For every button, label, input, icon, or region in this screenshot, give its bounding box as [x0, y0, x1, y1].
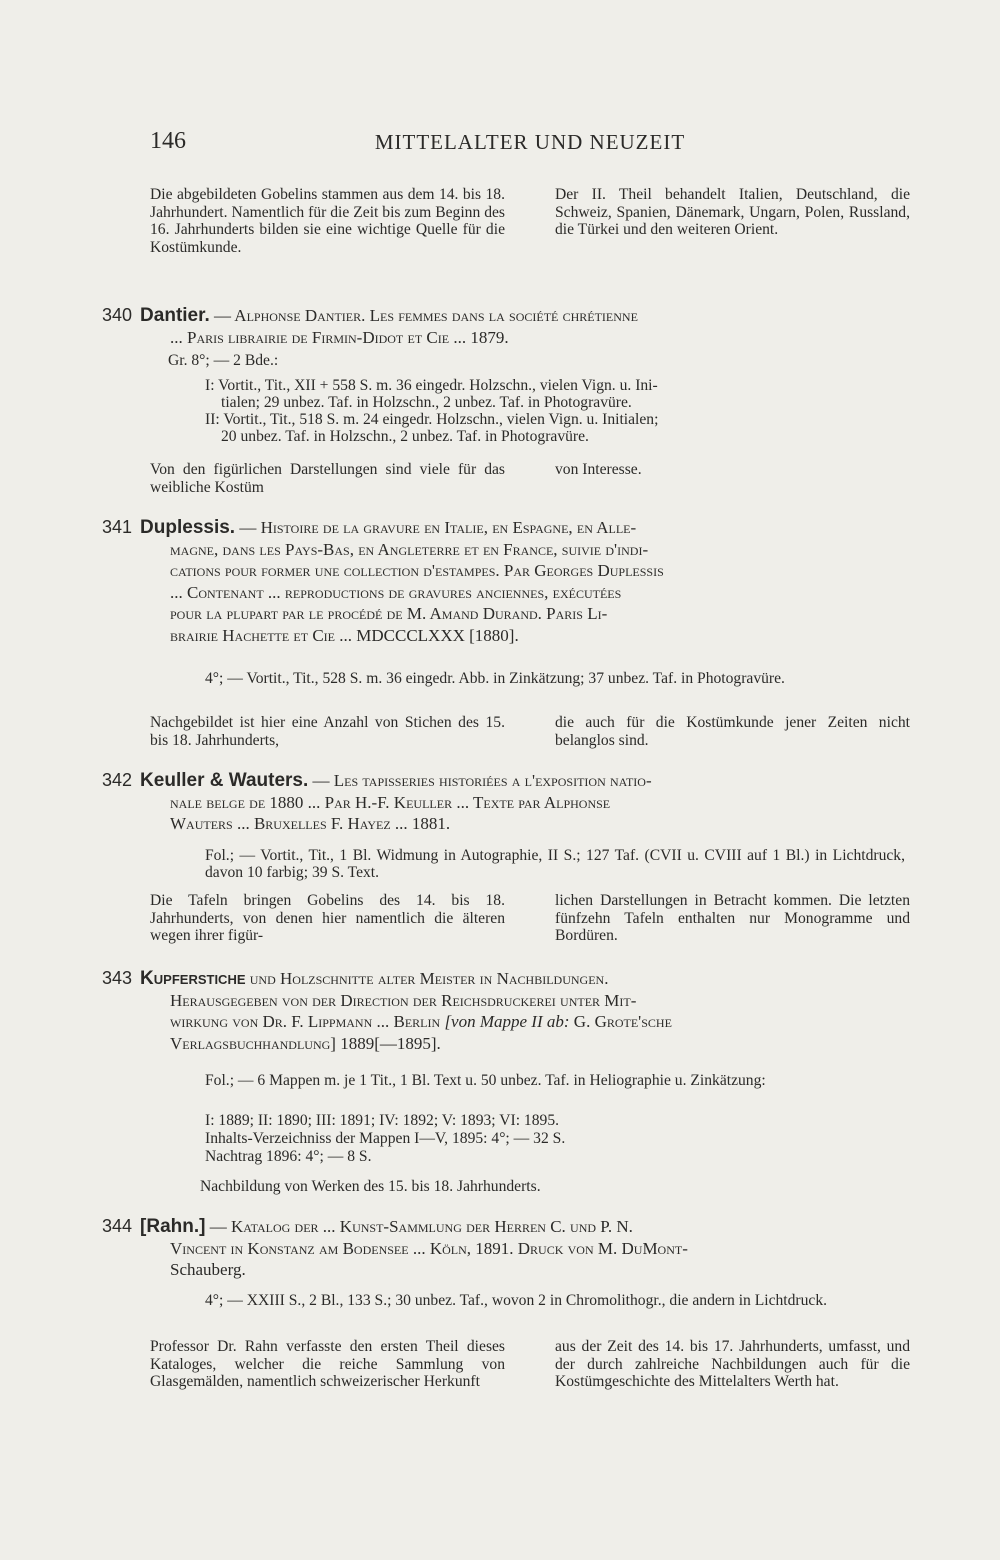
entry-340-format: Gr. 8°; — 2 Bde.:	[168, 352, 279, 369]
entry-340-note	[150, 461, 910, 496]
entry-340-note-right: von Interesse.	[555, 461, 642, 478]
running-title: MITTELALTER UND NEUZEIT	[374, 130, 686, 154]
entry-title-line: wirkung von Dr. F. Lippmann ... Berlin	[170, 1012, 441, 1031]
entry-number: 344	[102, 1216, 133, 1236]
entry-title-line: magne, dans les Pays-Bas, en Angleterre et en France, suivie d'indi-	[170, 539, 649, 559]
entry-344-note-left: Professor Dr. Rahn verfasste den ersten Theil dieses Kataloges, welcher die reiche Sammlung von Glasgemälden, namentlich schweizerischer Herkunft	[150, 1338, 505, 1390]
entry-343-list-line: I: 1889; II: 1890; III: 1891; IV: 1892; V: 1893; VI: 1895.	[205, 1112, 560, 1129]
entry-author: Duplessis.	[140, 517, 236, 538]
entry-title-line: Wauters ... Bruxelles F. Hayez ... 1881.	[170, 814, 451, 833]
entry-title-line: pour la plupart par le procédé de M. Amand Durand. Paris Li-	[170, 604, 608, 623]
entry-340-heading	[102, 305, 912, 348]
entry-344-note	[150, 1338, 910, 1391]
entry-340-note-left: Von den figürlichen Darstellungen sind viele für das weibliche Kostüm	[150, 461, 505, 496]
entry-title-line: — Katalog der ... Kunst-Sammlung der Herren C. und P. N.	[209, 1217, 633, 1236]
entry-title-line: ... Paris librairie de Firmin-Didot et Cie ... 1879.	[170, 327, 509, 347]
top-note-left: Die abgebildeten Gobelins stammen aus dem 14. bis 18. Jahrhundert. Namentlich für die Zeit bis zum Beginn des 16. Jahrhunderts bilden sie eine wichtige Quelle für die Kostümkunde.	[150, 186, 505, 256]
page-number: 146	[150, 128, 186, 154]
entry-342-heading	[102, 770, 912, 835]
entry-343-heading	[102, 968, 912, 1054]
entry-title-line: cations pour former une collection d'estampes. Par Georges Duplessis	[170, 561, 664, 580]
entry-author: Dantier.	[140, 305, 210, 326]
entry-341-note-left: Nachgebildet ist hier eine Anzahl von Stichen des 15. bis 18. Jahrhunderts,	[150, 714, 505, 749]
entry-344-note-right: aus der Zeit des 14. bis 17. Jahrhunderts, umfasst, und der durch zahlreiche Nachbildungen auch für die Kostümgeschichte des Mittelalters Werth hat.	[555, 1338, 910, 1390]
entry-title-line: — Alphonse Dantier. Les femmes dans la société chrétienne	[214, 306, 638, 325]
entry-title-line: brairie Hachette et Cie ... MDCCCLXXX [1880].	[170, 625, 519, 645]
entry-344-heading	[102, 1216, 912, 1281]
entry-340-volume-1: I: Vortit., Tit., XII + 558 S. m. 36 eingedr. Holzschn., vielen Vign. u. Ini-	[205, 377, 658, 394]
entry-number: 343	[102, 968, 133, 988]
entry-341-description: 4°; — Vortit., Tit., 528 S. m. 36 eingedr. Abb. in Zinkätzung; 37 unbez. Taf. in Photogravüre.	[205, 670, 785, 687]
entry-title-line: Herausgegeben von der Direction der Reichsdruckerei unter Mit-	[170, 990, 637, 1010]
entry-343-description: Fol.; — 6 Mappen m. je 1 Tit., 1 Bl. Text u. 50 unbez. Taf. in Heliographie u. Zinkätzung:	[205, 1072, 766, 1089]
entry-title-italic: [von Mappe II ab:	[444, 1012, 570, 1031]
entry-title-line: ... Contenant ... reproductions de gravures anciennes, exécutées	[170, 582, 622, 602]
entry-341-heading	[102, 517, 912, 646]
entry-title-publisher: G. Grote'sche	[573, 1012, 672, 1031]
entry-title-line: Vincent in Konstanz am Bodensee ... Köln, 1891. Druck von M. DuMont-	[170, 1238, 688, 1258]
entry-number: 341	[102, 517, 133, 537]
entry-title-line: und Holzschnitte alter Meister in Nachbildungen.	[249, 969, 609, 988]
top-note	[150, 186, 910, 256]
entry-342-description: Fol.; — Vortit., Tit., 1 Bl. Widmung in Autographie, II S.; 127 Taf. (CVII u. CVIII auf 1 Bl.) in Lichtdruck, davon 10 farbig; 39 S. Text.	[205, 847, 905, 881]
entry-title-line: — Les tapisseries historiées a l'exposition natio-	[312, 771, 652, 790]
entry-343-list-line: Nachtrag 1896: 4°; — 8 S.	[205, 1148, 372, 1165]
entry-342-note	[150, 892, 910, 945]
entry-341-note-right: die auch für die Kostümkunde jener Zeiten nicht belanglos sind.	[555, 714, 910, 749]
entry-title-line: — Histoire de la gravure en Italie, en Espagne, en Alle-	[239, 518, 637, 537]
page-header	[150, 128, 910, 160]
entry-340-volume-2: II: Vortit., Tit., 518 S. m. 24 eingedr. Holzschn., vielen Vign. u. Initialen;	[205, 411, 659, 428]
entry-340-volume-2-cont: 20 unbez. Taf. in Holzschn., 2 unbez. Taf. in Photogravüre.	[221, 428, 589, 445]
entry-number: 342	[102, 770, 133, 790]
entry-author: Kupferstiche	[140, 968, 246, 989]
entry-343-list-line: Inhalts-Verzeichniss der Mappen I—V, 1895: 4°; — 32 S.	[205, 1130, 566, 1147]
entry-342-note-right: lichen Darstellungen in Betracht kommen. Die letzten fünfzehn Tafeln enthalten nur Monogramme und Bordüren.	[555, 892, 910, 944]
entry-343-note: Nachbildung von Werken des 15. bis 18. Jahrhunderts.	[200, 1178, 541, 1195]
entry-number: 340	[102, 305, 133, 325]
entry-341-note	[150, 714, 910, 749]
entry-342-note-left: Die Tafeln bringen Gobelins des 14. bis 18. Jahrhunderts, von denen hier namentlich die älteren wegen ihrer figür-	[150, 892, 505, 944]
top-note-right: Der II. Theil behandelt Italien, Deutschland, die Schweiz, Spanien, Dänemark, Ungarn, Polen, Russland, die Türkei und den weiteren Orient.	[555, 186, 910, 238]
entry-title-line: nale belge de 1880 ... Par H.-F. Keuller ... Texte par Alphonse	[170, 792, 611, 812]
entry-title-line: Schauberg.	[170, 1260, 246, 1279]
entry-author: Keuller & Wauters.	[140, 770, 309, 791]
entry-344-description: 4°; — XXIII S., 2 Bl., 133 S.; 30 unbez. Taf., wovon 2 in Chromolithogr., die andern in Lichtdruck.	[205, 1292, 828, 1309]
entry-340-volume-1-cont: tialen; 29 unbez. Taf. in Holzschn., 2 unbez. Taf. in Photogravüre.	[221, 394, 632, 411]
entry-author: [Rahn.]	[140, 1216, 206, 1237]
entry-title-line: Verlagsbuchhandlung] 1889[—1895].	[170, 1033, 441, 1053]
